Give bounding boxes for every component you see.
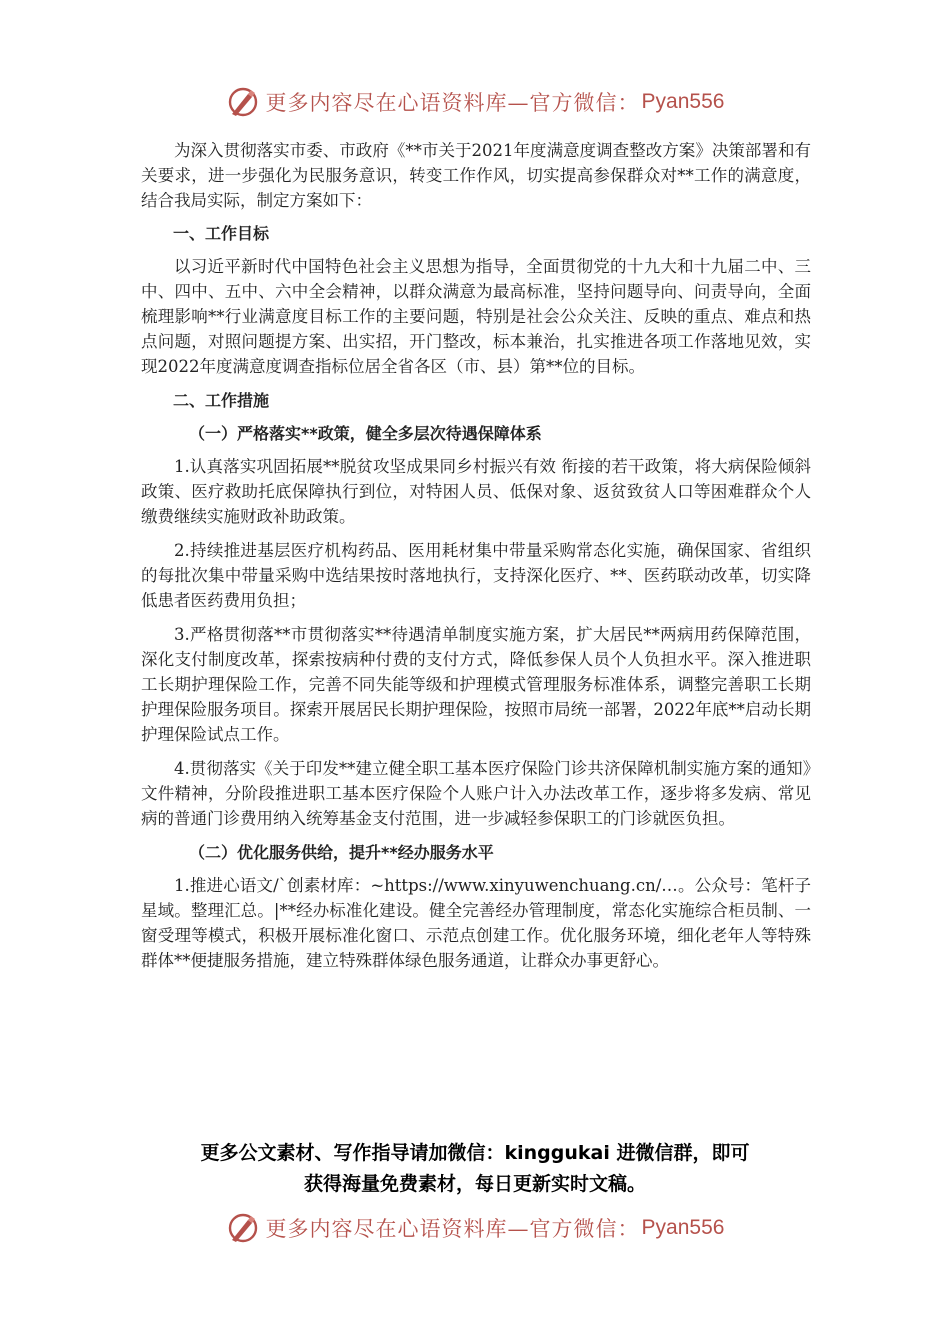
measure-item-2: 2.持续推进基层医疗机构药品、医用耗材集中带量采购常态化实施，确保国家、省组织的每批次集中带量采购中选结果按时落地执行，支持深化医疗、**、医药联动改革，切实降低患者医药费用负担； bbox=[141, 541, 811, 610]
intro-paragraph: 为深入贯彻落实市委、市政府《**市关于2021年度满意度调查整改方案》决策部署和有关要求，进一步强化为民服务意识，转变工作作风，切实提高参保群众对**工作的满意度，结合我局实际，制定方案如下： bbox=[141, 141, 811, 210]
section-1-paragraph: 以习近平新时代中国特色社会主义思想为指导，全面贯彻党的十九大和十九届二中、三中、四中、五中、六中全会精神，以群众满意为最高标准，坚持问题导向、问责导向，全面梳理影响**行业满意度目标工作的主要问题，特别是社会公众关注、反映的重点、难点和热点问题，对照问题提方案、出实招，开门整改，标本兼治，扎实推进各项工作落地见效，实现2022年度满意度调查指标位居全省各区（市、县）第**位的目标。 bbox=[141, 257, 811, 376]
banner-brand-text: 更多内容尽在心语资料库—官方微信： bbox=[265, 91, 640, 115]
promo-line-1: 更多公文素材、写作指导请加微信：kinggukai 进微信群，即可 bbox=[200, 1142, 750, 1164]
measure-item-1: 1.认真落实巩固拓展**脱贫攻坚成果同乡村振兴有效 衔接的若干政策，将大病保险倾斜政策、医疗救助托底保障执行到位，对特困人员、低保对象、返贫致贫人口等困难群众个人缴费继续实施财政补助政策。 bbox=[141, 457, 811, 526]
subsection-1-heading: （一）严格落实**政策，健全多层次待遇保障体系 bbox=[189, 424, 542, 443]
footer-banner bbox=[0, 1208, 950, 1248]
measure-item-4: 4.贯彻落实《关于印发**建立健全职工基本医疗保险门诊共济保障机制实施方案的通知》文件精神，分阶段推进职工基本医疗保险个人账户计入办法改革工作，逐步将多发病、常见病的普通门诊费用纳入统筹基金支付范围，进一步减轻参保职工的门诊就医负担。 bbox=[141, 759, 811, 828]
promo-line-2: 获得海量免费素材，每日更新实时文稿。 bbox=[303, 1173, 646, 1195]
section-2-heading: 二、工作措施 bbox=[173, 391, 270, 410]
pen-logo-icon bbox=[226, 1211, 260, 1245]
banner-brand-text: 更多内容尽在心语资料库—官方微信： bbox=[265, 1217, 640, 1241]
header-banner bbox=[0, 82, 950, 122]
banner-wechat-id: Pyan556 bbox=[641, 90, 725, 113]
subsection-2-heading: （二）优化服务供给，提升**经办服务水平 bbox=[189, 843, 494, 862]
banner-wechat-id: Pyan556 bbox=[641, 1216, 725, 1239]
document-body bbox=[141, 138, 811, 973]
section-1-heading: 一、工作目标 bbox=[173, 224, 270, 243]
promo-block bbox=[120, 1138, 830, 1200]
measure-item-3: 3.严格贯彻落**市贯彻落实**待遇清单制度实施方案，扩大居民**两病用药保障范围，深化支付制度改革，探索按病种付费的支付方式，降低参保人员个人负担水平。深入推进职工长期护理保险工作，完善不同失能等级和护理模式管理服务标准体系，调整完善职工长期护理保险服务项目。探索开展居民长期护理保险，按照市局统一部署，2022年底**启动长期护理保险试点工作。 bbox=[141, 625, 811, 744]
service-item-1: 1.推进心语文/`创素材库：~https://www.xinyuwenchuang.cn/…。公众号：笔杆子星域。整理汇总。|**经办标准化建设。健全完善经办管理制度，常态化实施综合柜员制、一窗受理等模式，积极开展标准化窗口、示范点创建工作。优化服务环境，细化老年人等特殊群体**便捷服务措施，建立特殊群体绿色服务通道，让群众办事更舒心。 bbox=[141, 876, 811, 970]
pen-logo-icon bbox=[226, 85, 260, 119]
